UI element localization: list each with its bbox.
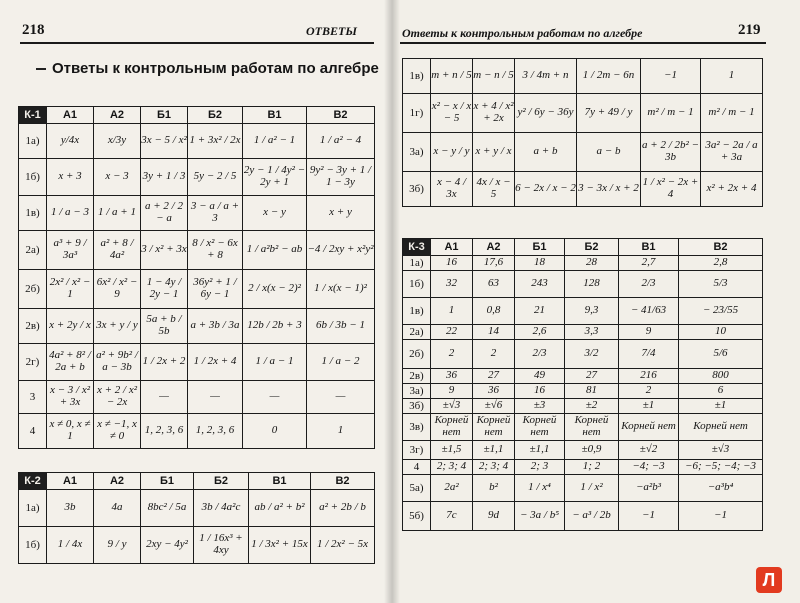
page-number-right: 219 [738, 22, 761, 38]
answer-cell: 1 / 2m − 6n [577, 59, 641, 94]
answer-cell: −4; −3 [619, 460, 679, 475]
running-head-left: ОТВЕТЫ [306, 24, 357, 38]
answer-cell: 9 [619, 325, 679, 340]
answer-cell: 3x − 5 / x² [141, 124, 188, 159]
column-header: Б2 [565, 239, 619, 256]
answer-cell: 3x + y / y [94, 309, 141, 344]
answer-cell: 2; 3 [515, 460, 565, 475]
table-row [403, 384, 763, 399]
answer-cell: x/3y [94, 124, 141, 159]
answer-cell: −1 [679, 502, 763, 531]
answer-cell: m − n / 5 [473, 59, 515, 94]
answer-cell: 8bc² / 5a [141, 490, 194, 527]
header-rule-left [20, 42, 374, 44]
answer-cell: 5a + b / 5b [141, 309, 188, 344]
answer-cell: 3b / 4a²c [194, 490, 249, 527]
answer-cell: x − y / y [431, 133, 473, 172]
table-row [19, 196, 375, 231]
row-label: 3а) [403, 384, 431, 399]
answer-cell: 1, 2, 3, 6 [141, 414, 188, 449]
answer-cell: 18 [515, 256, 565, 271]
answer-cell: ±√3 [431, 399, 473, 414]
row-label: 2в) [403, 369, 431, 384]
row-label: 4 [403, 460, 431, 475]
answer-cell: ±1,1 [473, 441, 515, 460]
answer-cell: 1 / x(x − 1)² [307, 270, 375, 309]
table-row [403, 133, 763, 172]
answer-cell: a² + 8 / 4a² [94, 231, 141, 270]
table-row [19, 270, 375, 309]
answer-cell: −a³b⁴ [679, 475, 763, 502]
answer-cell: 2a² [431, 475, 473, 502]
table-row [403, 325, 763, 340]
answer-cell: a² + 9b² / a − 3b [94, 344, 141, 381]
table-row [19, 344, 375, 381]
section-title: Ответы к контрольным работам по алгебре [52, 60, 379, 77]
answer-cell: 2 [431, 340, 473, 369]
answer-cell: x + 2y / x [47, 309, 94, 344]
answer-cell: x + y / x [473, 133, 515, 172]
answer-cell: 4x / x − 5 [473, 172, 515, 207]
row-label: 1б) [19, 527, 47, 564]
table-row [403, 460, 763, 475]
answer-cell: y² / 6y − 36y [515, 94, 577, 133]
row-label: 2в) [19, 309, 47, 344]
answer-cell: 2/3 [515, 340, 565, 369]
answer-cell: m + n / 5 [431, 59, 473, 94]
column-header: Б2 [194, 473, 249, 490]
column-header: А1 [47, 107, 94, 124]
answer-cell: 3y + 1 / 3 [141, 159, 188, 196]
answer-cell: 1 / 16x³ + 4xy [194, 527, 249, 564]
answer-cell: 1 / x² [565, 475, 619, 502]
answer-cell: 36 [431, 369, 473, 384]
answer-cell: 27 [473, 369, 515, 384]
row-label: 3б) [403, 172, 431, 207]
table-row [403, 298, 763, 325]
row-label: 5а) [403, 475, 431, 502]
answer-cell: 1 / a − 2 [307, 344, 375, 381]
row-label: 1в) [19, 196, 47, 231]
answer-cell: 81 [565, 384, 619, 399]
answer-cell: 14 [473, 325, 515, 340]
column-header: А1 [47, 473, 94, 490]
answer-cell: 9d [473, 502, 515, 531]
answer-cell: 63 [473, 271, 515, 298]
answer-cell: 1 [431, 298, 473, 325]
answer-cell: a² + 2b / b [311, 490, 375, 527]
answer-cell: 3a² − 2a / a + 3a [701, 133, 763, 172]
answer-cell: a − b [577, 133, 641, 172]
answer-cell: x + 2 / x² − 2x [94, 381, 141, 414]
column-header: А2 [94, 107, 141, 124]
answer-cell: 27 [565, 369, 619, 384]
row-label: 2а) [19, 231, 47, 270]
row-label: 4 [19, 414, 47, 449]
answer-cell: 16 [515, 384, 565, 399]
row-label: 3б) [403, 399, 431, 414]
answer-cell: 5/6 [679, 340, 763, 369]
row-label: 1в) [403, 59, 431, 94]
answer-cell: 1 / 2x + 4 [188, 344, 243, 381]
answer-cell: 5/3 [679, 271, 763, 298]
row-label: 1а) [19, 490, 47, 527]
row-label: 1а) [403, 256, 431, 271]
answer-cell: 1; 2 [565, 460, 619, 475]
answer-cell: 1 / a − 1 [243, 344, 307, 381]
left-page [0, 0, 392, 603]
answer-cell: ±1 [679, 399, 763, 414]
right-page [392, 0, 800, 603]
answer-cell: 1 [701, 59, 763, 94]
answer-cell: 12b / 2b + 3 [243, 309, 307, 344]
answer-cell: 16 [431, 256, 473, 271]
row-label: 1а) [19, 124, 47, 159]
answer-cell: 4a [94, 490, 141, 527]
answer-cell: x + 4 / x² + 2x [473, 94, 515, 133]
row-label: 2б) [403, 340, 431, 369]
answer-cell: 1 / a² − 4 [307, 124, 375, 159]
answer-cell: 0 [243, 414, 307, 449]
answer-cell: Корней нет [565, 414, 619, 441]
answer-cell: 128 [565, 271, 619, 298]
answer-cell: −1 [641, 59, 701, 94]
answer-cell: ±1 [619, 399, 679, 414]
k2-table [18, 472, 375, 564]
answer-cell: 28 [565, 256, 619, 271]
table-row [403, 172, 763, 207]
answer-cell: 9 [431, 384, 473, 399]
row-label: 1в) [403, 298, 431, 325]
answer-cell: Корней нет [473, 414, 515, 441]
answer-cell: 2; 3; 4 [473, 460, 515, 475]
table-row [19, 159, 375, 196]
answer-cell: 9 / y [94, 527, 141, 564]
table-row [19, 124, 375, 159]
answer-cell: ±2 [565, 399, 619, 414]
title-dash [36, 68, 46, 70]
answer-cell: 1 / a − 3 [47, 196, 94, 231]
answer-cell: 1 / 2x² − 5x [311, 527, 375, 564]
answer-cell: a + 2 / 2 − a [141, 196, 188, 231]
table-row [403, 441, 763, 460]
column-header: Б1 [141, 473, 194, 490]
answer-cell: 2x² / x² − 1 [47, 270, 94, 309]
table-id-header: К-3 [403, 239, 431, 256]
answer-cell: 2; 3; 4 [431, 460, 473, 475]
answer-cell: x − 3 / x² + 3x [47, 381, 94, 414]
answer-cell: a + 2 / 2b² − 3b [641, 133, 701, 172]
answer-cell: y/4x [47, 124, 94, 159]
column-header: В1 [619, 239, 679, 256]
answer-cell: 1 / 4x [47, 527, 94, 564]
answer-cell: − 3a / b⁵ [515, 502, 565, 531]
answer-cell: 10 [679, 325, 763, 340]
answer-cell: 2/3 [619, 271, 679, 298]
answer-cell: 1, 2, 3, 6 [188, 414, 243, 449]
answer-cell: 1 / x⁴ [515, 475, 565, 502]
table-row [19, 231, 375, 270]
answer-cell: — [141, 381, 188, 414]
row-label: 5б) [403, 502, 431, 531]
answer-cell: 1 − 4y / 2y − 1 [141, 270, 188, 309]
row-label: 2б) [19, 270, 47, 309]
answer-cell: 2,6 [515, 325, 565, 340]
answer-cell: 17,6 [473, 256, 515, 271]
answer-cell: 3 − 3x / x + 2 [577, 172, 641, 207]
row-label: 3в) [403, 414, 431, 441]
answer-cell: 3 / 4m + n [515, 59, 577, 94]
answer-cell: 2,8 [679, 256, 763, 271]
answer-cell: Корней нет [431, 414, 473, 441]
answer-cell: ±√3 [679, 441, 763, 460]
row-label: 3 [19, 381, 47, 414]
answer-cell: b² [473, 475, 515, 502]
table-row [403, 475, 763, 502]
column-header: В1 [243, 107, 307, 124]
table-row [403, 399, 763, 414]
table-row [19, 381, 375, 414]
column-header: Б2 [188, 107, 243, 124]
answer-cell: a³ + 9 / 3a³ [47, 231, 94, 270]
answer-cell: x ≠ −1, x ≠ 0 [94, 414, 141, 449]
k1-table [18, 106, 375, 449]
answer-cell: 6 − 2x / x − 2 [515, 172, 577, 207]
answer-cell: m² / m − 1 [641, 94, 701, 133]
page-number-left: 218 [22, 22, 45, 38]
row-label: 1б) [403, 271, 431, 298]
answer-cell: ab / a² + b² [249, 490, 311, 527]
answer-cell: 32 [431, 271, 473, 298]
answer-cell: − 41/63 [619, 298, 679, 325]
answer-cell: — [243, 381, 307, 414]
answer-cell: 7/4 [619, 340, 679, 369]
row-label: 3г) [403, 441, 431, 460]
row-label: 2г) [19, 344, 47, 381]
answer-cell: 2 [473, 340, 515, 369]
answer-cell: 36y² + 1 / 6y − 1 [188, 270, 243, 309]
answer-cell: x + y [307, 196, 375, 231]
table-row [19, 527, 375, 564]
answer-cell: 3b [47, 490, 94, 527]
answer-cell: ±√2 [619, 441, 679, 460]
answer-cell: −6; −5; −4; −3 [679, 460, 763, 475]
answer-cell: ±√6 [473, 399, 515, 414]
answer-cell: 36 [473, 384, 515, 399]
answer-cell: 7y + 49 / y [577, 94, 641, 133]
answer-cell: — [307, 381, 375, 414]
row-label: 2а) [403, 325, 431, 340]
table-id-header: К-1 [19, 107, 47, 124]
table-id-header: К-2 [19, 473, 47, 490]
publisher-logo: Л [756, 567, 782, 593]
row-label: 1г) [403, 94, 431, 133]
book-gutter [384, 0, 400, 603]
answer-cell: 1 / x² − 2x + 4 [641, 172, 701, 207]
answer-cell: 243 [515, 271, 565, 298]
answer-cell: 1 / 3x² + 15x [249, 527, 311, 564]
table-row [403, 94, 763, 133]
table-row [403, 502, 763, 531]
answer-cell: 9y² − 3y + 1 / 1 − 3y [307, 159, 375, 196]
answer-cell: x − 3 [94, 159, 141, 196]
answer-cell: x + 3 [47, 159, 94, 196]
table-row [19, 414, 375, 449]
column-header: В2 [307, 107, 375, 124]
answer-cell: — [188, 381, 243, 414]
answer-cell: 0,8 [473, 298, 515, 325]
answer-cell: x ≠ 0, x ≠ 1 [47, 414, 94, 449]
row-label: 3а) [403, 133, 431, 172]
answer-cell: 3 − a / a + 3 [188, 196, 243, 231]
answer-cell: −a²b³ [619, 475, 679, 502]
answer-cell: 9,3 [565, 298, 619, 325]
table-row [403, 256, 763, 271]
answer-cell: 3/2 [565, 340, 619, 369]
column-header: А2 [94, 473, 141, 490]
answer-cell: 800 [679, 369, 763, 384]
answer-cell: 2 [619, 384, 679, 399]
column-header: В1 [249, 473, 311, 490]
answer-cell: x − 4 / 3x [431, 172, 473, 207]
k1-continued-table [402, 58, 763, 207]
answer-cell: −4 / 2xy + x²y² [307, 231, 375, 270]
answer-cell: ±3 [515, 399, 565, 414]
answer-cell: 3 / x² + 3x [141, 231, 188, 270]
column-header: Б1 [515, 239, 565, 256]
k3-table [402, 238, 763, 531]
answer-cell: 2y − 1 / 4y² − 2y + 1 [243, 159, 307, 196]
answer-cell: ±1,1 [515, 441, 565, 460]
answer-cell: 7c [431, 502, 473, 531]
answer-cell: a + b [515, 133, 577, 172]
table-row [403, 340, 763, 369]
running-head-right: Ответы к контрольным работам по алгебре [402, 26, 643, 40]
answer-cell: x² − x / x − 5 [431, 94, 473, 133]
answer-cell: 5y − 2 / 5 [188, 159, 243, 196]
table-row [19, 309, 375, 344]
answer-cell: Корней нет [619, 414, 679, 441]
answer-cell: 2,7 [619, 256, 679, 271]
answer-cell: 1 + 3x² / 2x [188, 124, 243, 159]
answer-cell: 6x² / x² − 9 [94, 270, 141, 309]
answer-cell: − a³ / 2b [565, 502, 619, 531]
answer-cell: 6 [679, 384, 763, 399]
answer-cell: 216 [619, 369, 679, 384]
answer-cell: x² + 2x + 4 [701, 172, 763, 207]
answer-cell: Корней нет [679, 414, 763, 441]
answer-cell: 1 / 2x + 2 [141, 344, 188, 381]
answer-cell: a + 3b / 3a [188, 309, 243, 344]
answer-cell: ±0,9 [565, 441, 619, 460]
column-header: Б1 [141, 107, 188, 124]
answer-cell: 4a² + 8² / 2a + b [47, 344, 94, 381]
answer-cell: ±1,5 [431, 441, 473, 460]
answer-cell: 6b / 3b − 1 [307, 309, 375, 344]
answer-cell: 2 / x(x − 2)² [243, 270, 307, 309]
answer-cell: 1 / a + 1 [94, 196, 141, 231]
answer-cell: −1 [619, 502, 679, 531]
header-rule-right [400, 42, 766, 44]
answer-cell: − 23/55 [679, 298, 763, 325]
table-row [403, 59, 763, 94]
table-row [403, 271, 763, 298]
answer-cell: 8 / x² − 6x + 8 [188, 231, 243, 270]
column-header: В2 [311, 473, 375, 490]
column-header: В2 [679, 239, 763, 256]
column-header: А1 [431, 239, 473, 256]
answer-cell: 1 / a²b² − ab [243, 231, 307, 270]
answer-cell: 22 [431, 325, 473, 340]
answer-cell: 21 [515, 298, 565, 325]
answer-cell: 49 [515, 369, 565, 384]
answer-cell: x − y [243, 196, 307, 231]
answer-cell: 1 [307, 414, 375, 449]
table-row [403, 369, 763, 384]
column-header: А2 [473, 239, 515, 256]
answer-cell: 3,3 [565, 325, 619, 340]
row-label: 1б) [19, 159, 47, 196]
answer-cell: 1 / a² − 1 [243, 124, 307, 159]
answer-cell: m² / m − 1 [701, 94, 763, 133]
table-row [19, 490, 375, 527]
answer-cell: Корней нет [515, 414, 565, 441]
answer-cell: 2xy − 4y² [141, 527, 194, 564]
table-row [403, 414, 763, 441]
